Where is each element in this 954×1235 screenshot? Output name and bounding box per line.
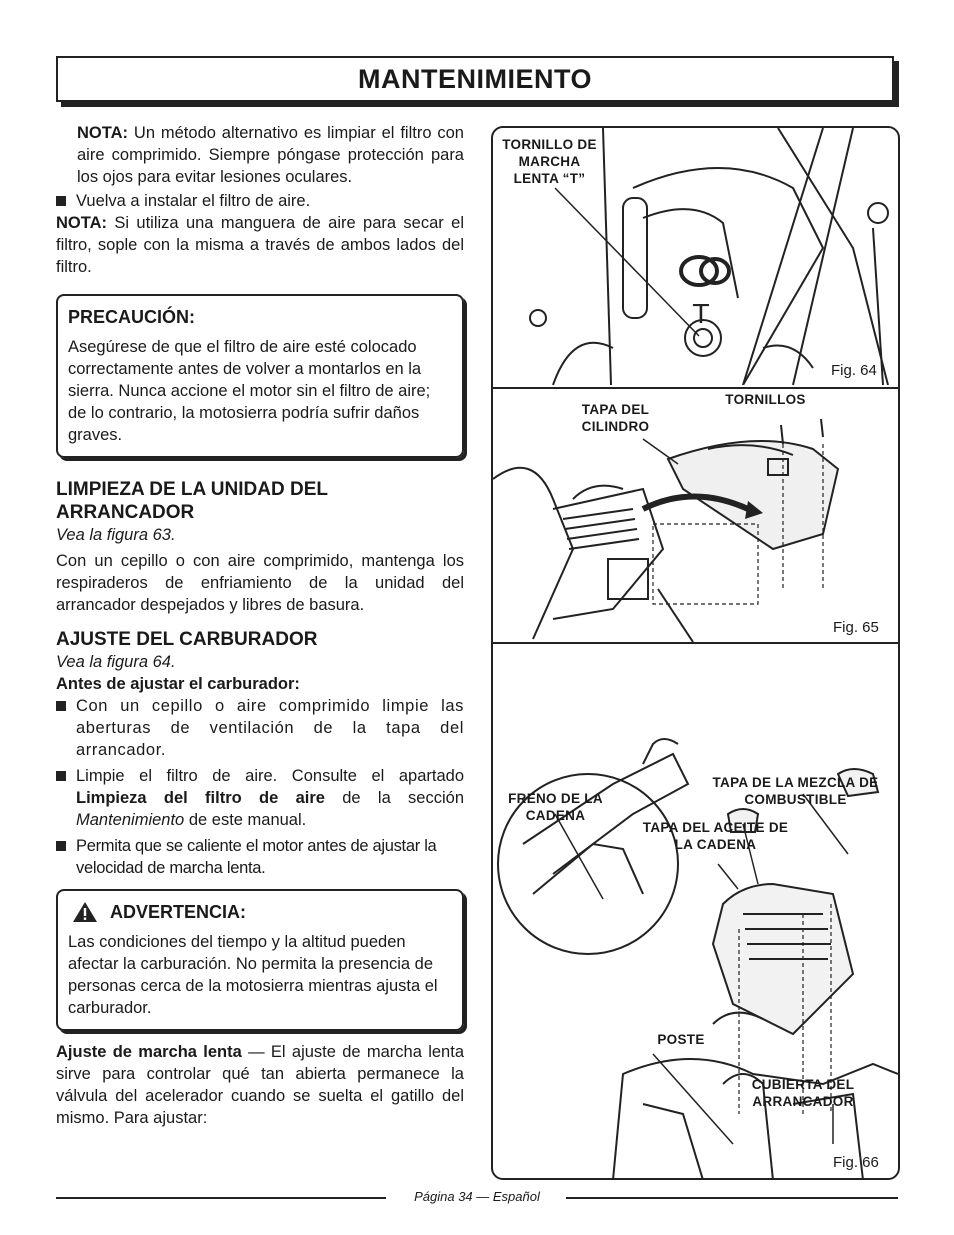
warning-title: ADVERTENCIA: [110, 902, 247, 922]
page-title-bar [56, 56, 894, 102]
list-item: Permita que se caliente el motor antes de ajustar la velocidad de marcha lenta. [56, 835, 464, 879]
caution-title: PRECAUCIÓN: [68, 307, 196, 327]
chain-oil-cap-label: TAPA DEL ACEITE DE LA CADENA [642, 820, 789, 852]
list-item: Vuelva a instalar el filtro de aire. [56, 190, 464, 212]
caution-box [56, 294, 464, 458]
idle-screw-label: TORNILLO DE MARCHA LENTA “T” [502, 137, 597, 186]
idle-adjust-paragraph: Ajuste de marcha lenta — El ajuste de marcha lenta sirve para controlar qué tan abierta permanece la válvula del acelerador cuando se suelta el gatillo del mismo. Para ajustar: [56, 1043, 464, 1127]
section-title-carburetor: AJUSTE DEL CARBURADOR [56, 629, 318, 650]
figure-66 [493, 642, 898, 1180]
footer-text: Página 34 — Español [414, 1189, 540, 1204]
list-item: Con un cepillo o aire comprimido limpie las aberturas de ventilación de la tapa del arrancador. [56, 695, 464, 761]
section-text: Con un cepillo o con aire comprimido, mantenga los respiraderos de enfriamiento de la unidad del arrancador despejados y libres de basura. [56, 552, 464, 614]
fuel-cap-label: TAPA DE LA MEZCLA DE COMBUSTIBLE [712, 775, 879, 807]
bullet-square-icon [56, 841, 66, 851]
warning-triangle-icon [72, 901, 98, 923]
bullet-square-icon [56, 771, 66, 781]
note-paragraph-2: NOTA: Si utiliza una manguera de aire para secar el filtro, sople con la misma a través de ambos lados del filtro. [56, 214, 464, 276]
cylinder-cover-label: TAPA DEL CILINDRO [581, 402, 650, 434]
caution-text: Asegúrese de que el filtro de aire esté colocado correctamente antes de volver a montarlos en la sierra. Nunca accione el motor sin el filtro de aire; de lo contrario, la motosierra podría sufrir daños graves. [68, 338, 431, 444]
subheading: Antes de ajustar el carburador: [56, 675, 300, 693]
starter-cover-label: CUBIERTA DEL ARRANCADOR [751, 1077, 855, 1109]
figure-65 [493, 387, 898, 642]
figure-reference: Vea la figura 64. [56, 653, 176, 671]
screws-label: TORNILLOS [725, 392, 806, 407]
chain-brake-label: FRENO DE LA CADENA [508, 791, 603, 823]
bullet-square-icon [56, 196, 66, 206]
figure-caption: Fig. 65 [833, 619, 879, 636]
bullet-square-icon [56, 701, 66, 711]
note-paragraph-1: NOTA: Un método alternativo es limpiar el filtro con aire comprimido. Siempre póngase protección para los ojos para evitar lesiones oculares. [77, 124, 464, 186]
list-item: Limpie el filtro de aire. Consulte el apartado Limpieza del filtro de aire de la sección Mantenimiento de este manual. [56, 765, 464, 831]
t-mark: T [693, 300, 709, 330]
figure-64 [493, 128, 898, 385]
warning-text: Las condiciones del tiempo y la altitud pueden afectar la carburación. No permita la presencia de personas cerca de la motosierra mientras ajusta el carburador. [68, 933, 438, 1017]
page-title: MANTENIMIENTO [358, 63, 592, 94]
footer-rule-right [566, 1197, 898, 1199]
post-label: POSTE [657, 1032, 705, 1047]
cylinder-cover-illustration [493, 389, 898, 642]
figure-panel [491, 126, 900, 1180]
figure-reference: Vea la figura 63. [56, 526, 176, 544]
figure-caption: Fig. 66 [833, 1154, 879, 1171]
page-footer [56, 1188, 898, 1208]
left-column [56, 122, 464, 1129]
figure-caption: Fig. 64 [831, 362, 877, 379]
warning-box [56, 889, 464, 1031]
section-title-starter: LIMPIEZA DE LA UNIDAD DEL ARRANCADOR [56, 479, 328, 523]
